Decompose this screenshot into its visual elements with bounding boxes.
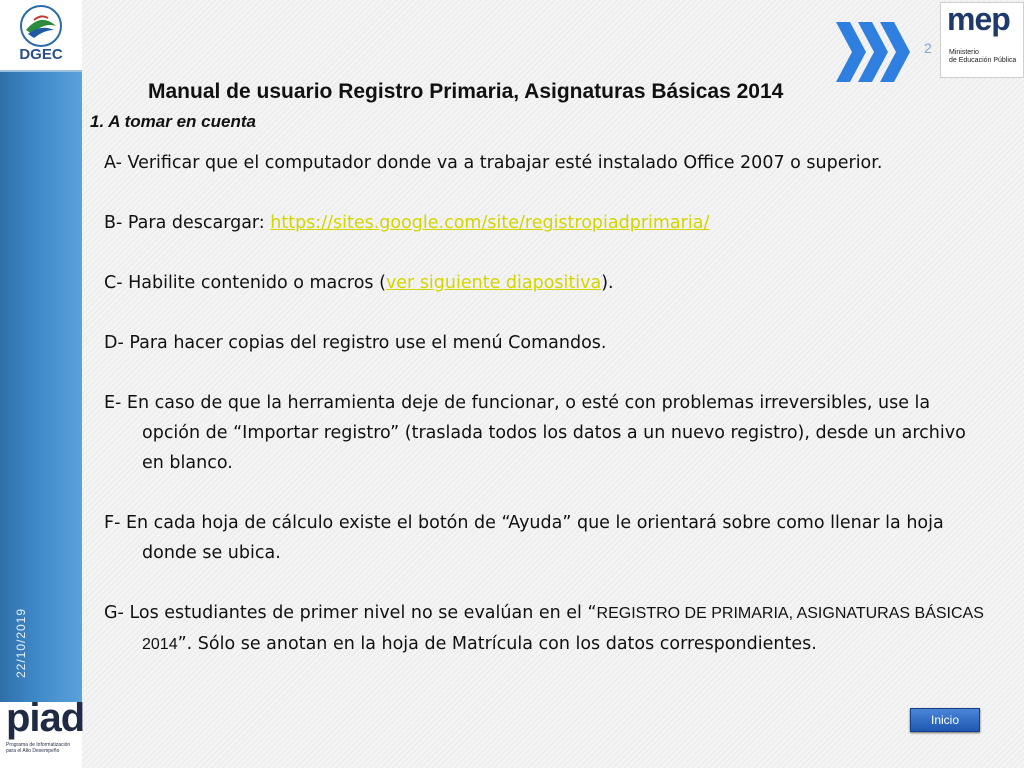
dgec-label: DGEC xyxy=(19,46,63,63)
mep-subtitle-line1: Ministerio xyxy=(949,49,979,56)
slide-content xyxy=(104,148,984,660)
slide-title: Manual de usuario Registro Primaria, Asignaturas Básicas 2014 xyxy=(148,80,784,103)
mep-logo xyxy=(940,2,1024,78)
mep-subtitle xyxy=(949,49,1016,65)
piad-logo xyxy=(0,696,85,768)
item-e: E- En caso de que la herramienta deje de funcionar, o esté con problemas irreversibles, use la opción de “Importar registro” (traslada todos los datos a un nuevo registro), desde un archivo en blanco. xyxy=(104,393,966,473)
mep-subtitle-line2: de Educación Pública xyxy=(949,57,1017,64)
mep-label: mep xyxy=(947,1,1010,37)
item-c xyxy=(104,268,984,298)
next-slide-link[interactable]: ver siguiente diapositiva xyxy=(385,273,602,293)
item-f: F- En cada hoja de cálculo existe el botón de “Ayuda” que le orientará sobre como llenar la hoja donde se ubica. xyxy=(104,513,944,563)
item-b xyxy=(104,208,984,238)
item-a: A- Verificar que el computador donde va a trabajar esté instalado Office 2007 o superior. xyxy=(104,153,883,173)
slide-date: 22/10/2019 xyxy=(14,607,28,679)
piad-subtitle: Programa de Informatización para el Alto Desempeño xyxy=(6,742,71,754)
item-c-suffix: ). xyxy=(601,273,614,293)
chevron-arrows-icon xyxy=(836,22,914,82)
item-g-text: G- Los estudiantes de primer nivel no se evalúan en el “ xyxy=(104,603,597,623)
page-number: 2 xyxy=(924,40,932,56)
download-link[interactable]: https://sites.google.com/site/registropiadprimaria/ xyxy=(270,213,710,233)
piad-label: piad xyxy=(6,696,85,740)
sidebar xyxy=(0,0,85,768)
item-g-registro: REGISTRO DE PRIMARIA, ASIGNATURAS BÁSICAS 2014 xyxy=(142,605,984,653)
inicio-button[interactable]: Inicio xyxy=(910,708,980,732)
item-g-suffix: ”. Sólo se anotan en la hoja de Matrícula con los datos correspondientes. xyxy=(177,634,817,654)
item-c-text: C- Habilite contenido o macros ( xyxy=(104,273,386,293)
section-heading: 1. A tomar en cuenta xyxy=(90,112,256,131)
item-d: D- Para hacer copias del registro use el menú Comandos. xyxy=(104,333,607,353)
item-b-text: B- Para descargar: xyxy=(104,213,271,233)
dgec-emblem-icon xyxy=(0,0,82,48)
item-g xyxy=(104,598,984,660)
dgec-logo xyxy=(0,0,82,72)
